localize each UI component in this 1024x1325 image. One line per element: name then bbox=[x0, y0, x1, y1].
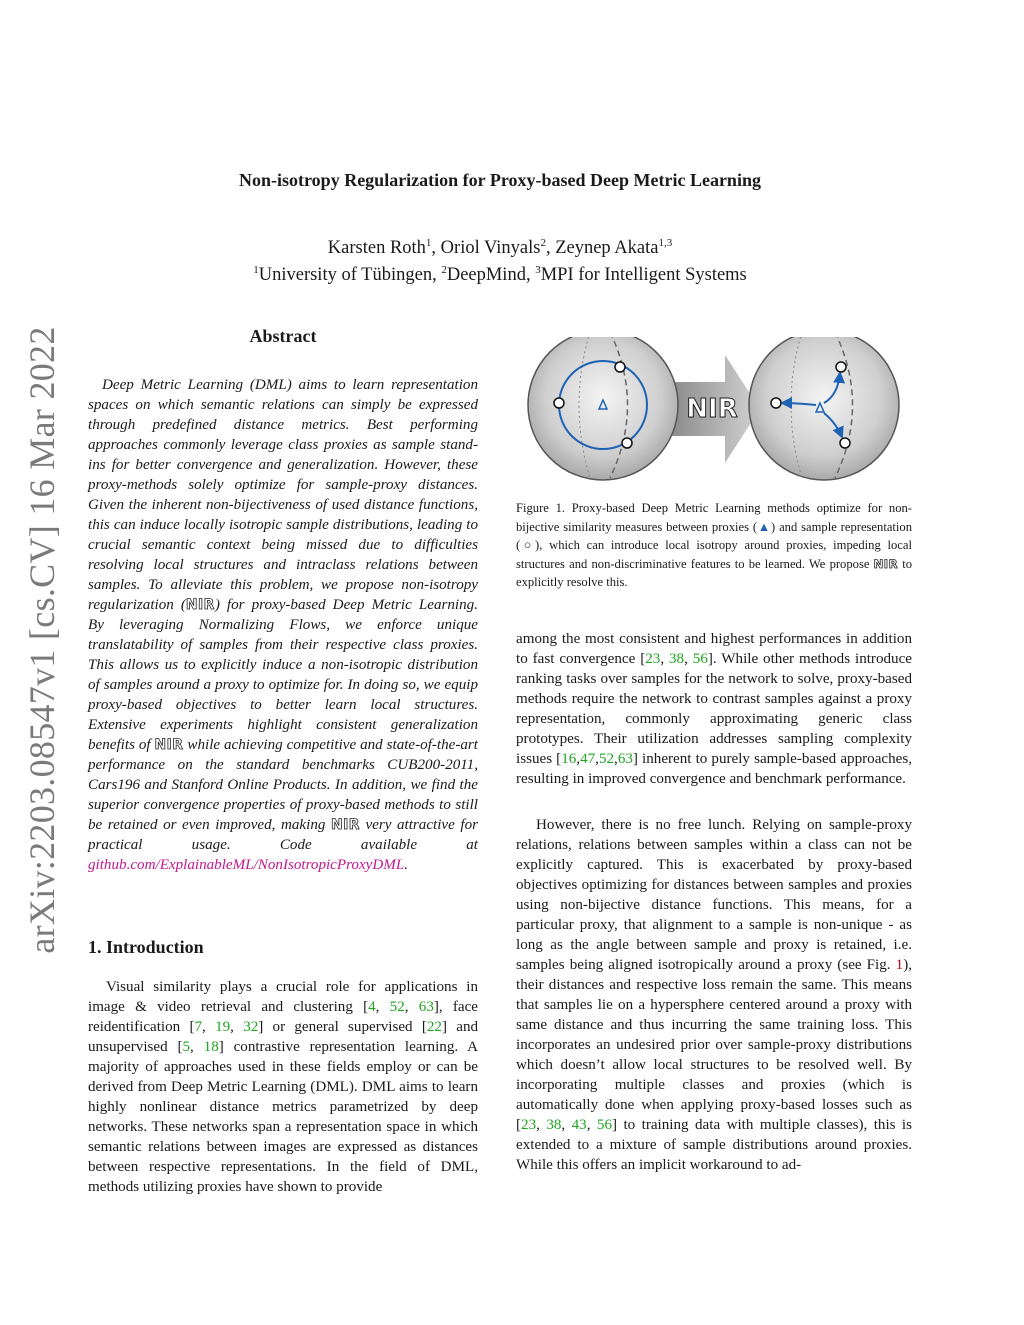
citation-link[interactable]: 16 bbox=[561, 751, 577, 767]
paper-title: Non-isotropy Regularization for Proxy-based Deep Metric Learning bbox=[239, 170, 761, 190]
citation-link[interactable]: 4 bbox=[368, 999, 376, 1015]
citation-link[interactable]: 43 bbox=[571, 1117, 587, 1133]
citation-link[interactable]: 7 bbox=[194, 1019, 203, 1035]
citation-link[interactable]: 38 bbox=[669, 651, 685, 667]
citation-link[interactable]: 22 bbox=[426, 1019, 442, 1035]
citation-link[interactable]: 5 bbox=[182, 1039, 191, 1055]
author-name: Karsten Roth bbox=[327, 238, 426, 258]
abstract-heading: Abstract bbox=[249, 326, 317, 346]
citation-link[interactable]: 63 bbox=[617, 751, 633, 767]
citation-link[interactable]: 52 bbox=[389, 999, 405, 1015]
citation-link[interactable]: 23 bbox=[521, 1117, 537, 1133]
isotropic-sphere bbox=[528, 337, 678, 480]
figure-1-diagram bbox=[520, 337, 920, 487]
nir-symbol: NIR bbox=[330, 817, 360, 833]
code-link[interactable]: github.com/ExplainableML/NonIsotropicProxyDML bbox=[88, 857, 405, 873]
proxy-triangle-icon: ▲ bbox=[757, 519, 771, 534]
affiliation: University of Tübingen, bbox=[258, 265, 437, 285]
author-block bbox=[0, 235, 1000, 289]
author-name: Zeynep Akata bbox=[555, 238, 659, 258]
figure-1 bbox=[520, 337, 920, 487]
affiliation: MPI for Intelligent Systems bbox=[540, 265, 747, 285]
citation-link[interactable]: 63 bbox=[418, 999, 434, 1015]
citation-link[interactable]: 32 bbox=[243, 1019, 259, 1035]
introduction-paragraph: Visual similarity plays a crucial role for applications in image & video retrieval and clustering [4, 52, 63], face reidentification [7, 19, 32] or general supervised [22] and unsupervised [5, 18] contrastive representation learning. A majority of approaches used in these fields employ or can be derived from Deep Metric Learning (DML). DML aims to learn highly nonlinear distance metrics parametrized by deep networks. These networks span a representation space in which semantic relations between images are expressed as distances between respective representations. In the field of DML, methods utilizing proxies have shown to provide bbox=[88, 979, 479, 1195]
nir-symbol: NIR bbox=[154, 737, 184, 753]
affiliation-list: $^1$University of Tübingen, $^2$DeepMind, $^3$MPI for Intelligent Systems bbox=[253, 264, 747, 285]
non-isotropic-sphere bbox=[749, 337, 899, 480]
section-heading-introduction: 1. Introduction bbox=[88, 937, 204, 957]
citation-link[interactable]: 19 bbox=[215, 1019, 231, 1035]
abstract-body: Deep Metric Learning (DML) aims to learn representation spaces on which semantic relations can simply be expressed through predefined distance metrics. Best performing approaches commonly leverage class proxies as sample stand-ins for better convergence and generalization. However, these proxy-methods solely optimize for sample-proxy distances. Given the inherent non-bijectiveness of used distance functions, this can induce locally isotropic sample distributions, leading to crucial semantic context being missed due to difficulties resolving local structures and intraclass relations between samples. To alleviate this problem, we propose non-isotropy regularization (NIR) for proxy-based Deep Metric Learning. By leveraging Normalizing Flows, we enforce unique translatability of samples from their respective class proxies. This allows us to explicitly induce a non-isotropic distribution of samples around a proxy to optimize for. In doing so, we equip proxy-based objectives to better learn local structures. Extensive experiments highlight consistent generalization benefits of NIR while achieving competitive and state-of-the-art performance on the standard benchmarks CUB200-2011, Cars196 and Stanford Online Products. In addition, we find the superior convergence properties of proxy-based methods to still be retained or even improved, making NIR very attractive for practical usage. Code available at github.com/ExplainableML/NonIsotropicProxyDML. bbox=[88, 377, 479, 873]
citation-link[interactable]: 52 bbox=[598, 751, 615, 767]
citation-link[interactable]: 47 bbox=[580, 751, 596, 767]
right-column-paragraph-2: However, there is no free lunch. Relying on sample-proxy relations, relations between samples within a class can not be explicitly captured. This is exacerbated by proxy-based objectives optimizing for distances between samples and proxies using non-bijective distance functions. This means, for a particular proxy, that alignment to a sample is non-unique - as long as the angle between sample and proxy is retained, i.e. samples being aligned isotropically around a proxy (see Fig. 1), their distances and respective loss remain the same. This means that samples lie on a hypersphere centered around a proxy with same distance and thus incurring the same training loss. This incorporates an undesired prior over sample-proxy distributions which doesn’t allow local structures to be resolved well. By incorporating multiple classes and proxies (which is automatically done when applying proxy-based losses such as [23, 38, 43, 56] to training data with multiple classes), this is extended to a mixture of sample distributions around proxies. While this offers an implicit workaround to ad- bbox=[516, 817, 913, 1173]
arrow-label: NIR bbox=[686, 394, 738, 424]
figure-1-caption: Figure 1. Proxy-based Deep Metric Learning methods optimize for non-bijective similarity measures between proxies (▲) and sample representation (○), which can introduce local isotropy around proxies, impeding local structures and non-discriminative features to be learned. We propose NIR to explicitly resolve this. bbox=[516, 501, 912, 589]
author-name: Oriol Vinyals bbox=[440, 238, 541, 258]
citation-link[interactable]: 38 bbox=[546, 1117, 562, 1133]
citation-link[interactable]: 18 bbox=[203, 1039, 219, 1055]
nir-symbol: NIR bbox=[185, 597, 215, 613]
author-list: Karsten Roth$^1$, Oriol Vinyals$^2$, Zeynep Akata$^{1,3}$ bbox=[327, 237, 673, 258]
affiliation: DeepMind, bbox=[446, 265, 531, 285]
citation-link[interactable]: 23 bbox=[645, 651, 661, 667]
arxiv-identifier: arXiv:2203.08547v1 [cs.CV] 16 Mar 2022 bbox=[22, 326, 62, 954]
right-column-paragraph-1: among the most consistent and highest performances in addition to fast convergence [23, 38, 56]. While other methods introduce ranking tasks over samples for the network to solve, proxy-based methods require the network to contrast samples against a proxy representation, commonly approximating generic class prototypes. Their utilization addresses sampling complexity issues [16,47,52,63] inherent to purely sample-based approaches, resulting in improved convergence and benchmark performance. bbox=[516, 631, 912, 787]
citation-link[interactable]: 56 bbox=[596, 1117, 613, 1133]
citation-link[interactable]: 56 bbox=[692, 651, 708, 667]
nir-symbol: NIR bbox=[873, 556, 899, 571]
figure-reference-link[interactable]: 1 bbox=[895, 957, 904, 973]
